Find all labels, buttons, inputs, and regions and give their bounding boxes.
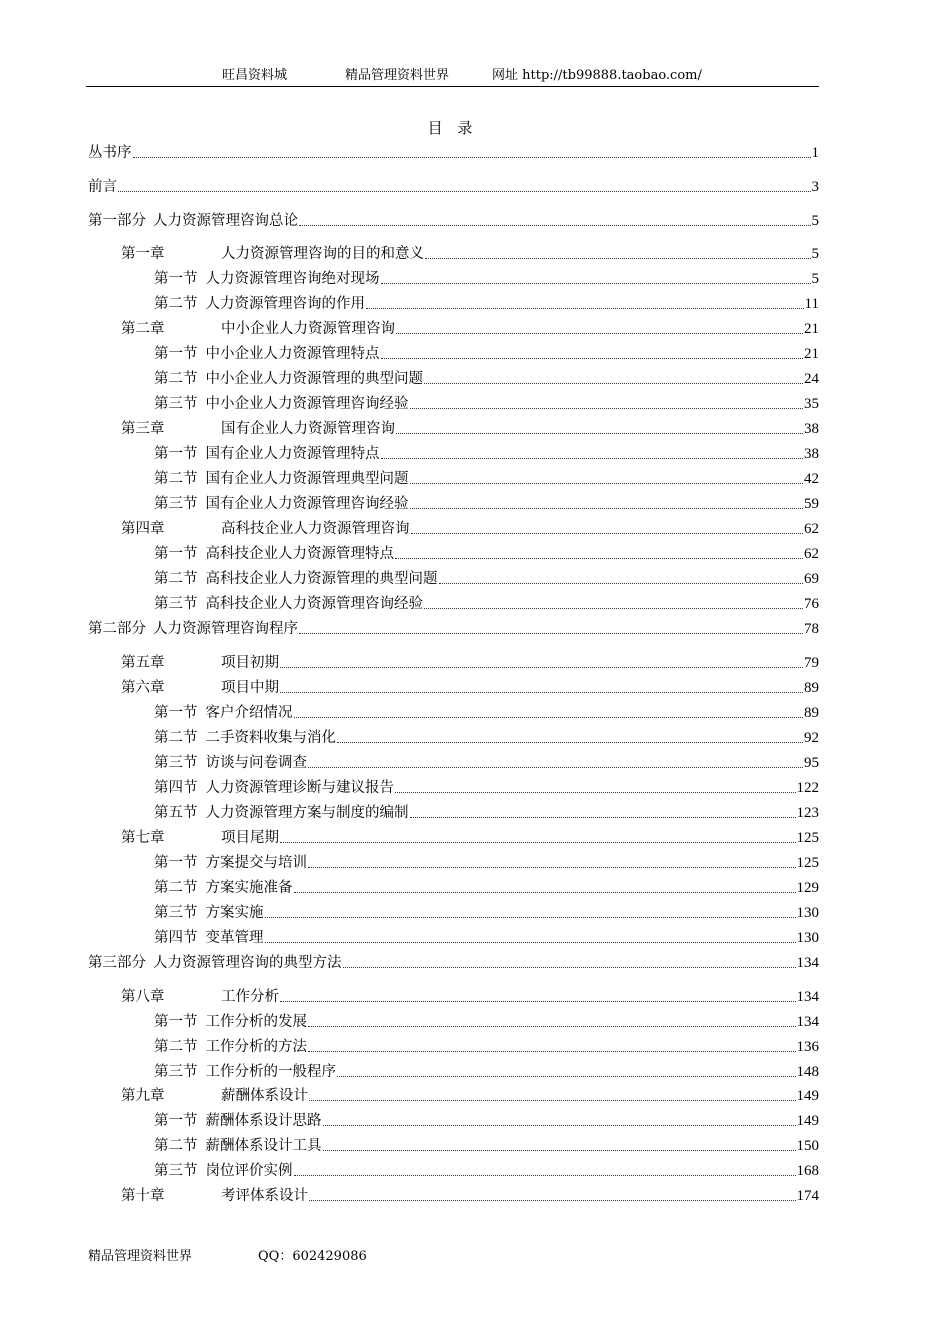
dot-leader	[323, 1125, 796, 1126]
toc-entry-title: 高科技企业人力资源管理特点	[205, 546, 394, 562]
toc-entry[interactable]	[154, 591, 819, 613]
toc-entry-label: 第三章	[121, 421, 165, 437]
toc-entry-title: 人力资源管理咨询的典型方法	[153, 955, 342, 971]
toc-entry-title: 人力资源管理咨询绝对现场	[205, 271, 380, 287]
dot-leader	[294, 892, 796, 893]
toc-entry-label: 第一章	[121, 246, 165, 262]
dot-leader	[395, 558, 803, 559]
header-brand: 精品管理资料世界	[345, 68, 450, 83]
toc-entry[interactable]	[121, 416, 819, 438]
dot-leader	[343, 967, 796, 968]
dot-leader	[308, 1051, 796, 1052]
toc-entry[interactable]	[154, 566, 819, 588]
toc-entry-title: 方案实施	[205, 905, 264, 921]
toc-entry[interactable]	[88, 208, 819, 230]
toc-entry-page-number: 5	[811, 271, 819, 287]
toc-entry-label: 第一节	[154, 271, 198, 287]
toc-entry[interactable]	[154, 441, 819, 463]
header-url[interactable]: 网址 http://tb99888.taobao.com/	[492, 68, 702, 83]
toc-entry-label: 第一节	[154, 1113, 198, 1129]
toc-entry-title: 高科技企业人力资源管理咨询	[221, 521, 410, 537]
toc-entry-page-number: 92	[804, 730, 819, 746]
toc-entry-page-number: 76	[804, 596, 819, 612]
dot-leader	[299, 225, 811, 226]
toc-entry-label: 第八章	[121, 989, 165, 1005]
toc-entry-label: 第三节	[154, 1163, 198, 1179]
toc-entry-title: 考评体系设计	[221, 1188, 308, 1204]
toc-entry[interactable]	[154, 1133, 819, 1155]
dot-leader	[280, 842, 796, 843]
page-header	[88, 66, 818, 86]
toc-entry-page-number: 89	[804, 680, 819, 696]
toc-entry-label: 第四节	[154, 930, 198, 946]
toc-entry-page-number: 130	[796, 930, 819, 946]
dot-leader	[395, 792, 796, 793]
toc-entry[interactable]	[88, 616, 819, 638]
toc-entry-page-number: 149	[796, 1088, 819, 1104]
toc-entry-page-number: 1	[811, 145, 819, 161]
dot-leader	[439, 583, 804, 584]
toc-entry-page-number: 174	[796, 1188, 819, 1204]
toc-entry[interactable]	[121, 825, 819, 847]
dot-leader	[309, 1200, 796, 1201]
toc-entry[interactable]	[154, 700, 819, 722]
toc-entry-page-number: 38	[804, 421, 819, 437]
toc-entry-title: 客户介绍情况	[205, 705, 293, 721]
toc-entry-page-number: 5	[811, 213, 819, 229]
toc-entry-page-number: 95	[804, 755, 819, 771]
toc-entry-title: 变革管理	[205, 930, 264, 946]
dot-leader	[133, 157, 811, 158]
dot-leader	[410, 408, 804, 409]
toc-entry[interactable]	[154, 925, 819, 947]
toc-entry[interactable]	[121, 1183, 819, 1205]
dot-leader	[280, 667, 803, 668]
toc-entry-label: 第五章	[121, 655, 165, 671]
dot-leader	[280, 692, 803, 693]
toc-entry-title: 高科技企业人力资源管理咨询经验	[205, 596, 423, 612]
dot-leader	[308, 767, 803, 768]
toc-entry[interactable]	[154, 366, 819, 388]
dot-leader	[337, 1076, 796, 1077]
toc-entry-label: 第一节	[154, 446, 198, 462]
toc-entry-label: 第三节	[154, 596, 198, 612]
toc-entry-title: 薪酬体系设计思路	[205, 1113, 322, 1129]
toc-entry-label: 第一节	[154, 855, 198, 871]
toc-entry[interactable]	[154, 1059, 819, 1081]
toc-entry[interactable]	[154, 491, 819, 513]
toc-entry-title: 岗位评价实例	[205, 1163, 293, 1179]
toc-entry-title: 国有企业人力资源管理咨询经验	[205, 496, 409, 512]
toc-entry-label: 第六章	[121, 680, 165, 696]
toc-entry-title: 人力资源管理咨询的作用	[205, 296, 365, 312]
toc-entry-label: 第一节	[154, 346, 198, 362]
toc-entry[interactable]	[88, 174, 819, 196]
dot-leader	[424, 383, 803, 384]
toc-entry-page-number: 149	[796, 1113, 819, 1129]
toc-entry[interactable]	[154, 266, 819, 288]
toc-entry-page-number: 168	[796, 1163, 819, 1179]
toc-entry-label: 第七章	[121, 830, 165, 846]
toc-entry-label: 第一节	[154, 1014, 198, 1030]
toc-entry-page-number: 35	[804, 396, 819, 412]
toc-entry-label: 第二节	[154, 571, 198, 587]
dot-leader	[308, 867, 796, 868]
toc-entry[interactable]	[154, 800, 819, 822]
toc-entry-title: 方案实施准备	[205, 880, 293, 896]
dot-leader	[265, 942, 796, 943]
toc-entry-page-number: 130	[796, 905, 819, 921]
toc-entry-page-number: 3	[811, 179, 819, 195]
toc-entry-title: 前言	[88, 179, 117, 195]
toc-entry-page-number: 125	[796, 830, 819, 846]
toc-entry-page-number: 136	[796, 1039, 819, 1055]
toc-entry[interactable]	[121, 1083, 819, 1105]
toc-entry-label: 第三节	[154, 755, 198, 771]
toc-entry-title: 中小企业人力资源管理特点	[205, 346, 380, 362]
toc-entry-label: 第十章	[121, 1188, 165, 1204]
toc-entry[interactable]	[154, 875, 819, 897]
toc-entry-page-number: 129	[796, 880, 819, 896]
dot-leader	[323, 1150, 796, 1151]
toc-entry[interactable]	[154, 1108, 819, 1130]
toc-entry-page-number: 11	[804, 296, 819, 312]
toc-entry-page-number: 59	[804, 496, 819, 512]
dot-leader	[410, 483, 804, 484]
dot-leader	[410, 508, 804, 509]
toc-entry[interactable]	[88, 950, 819, 972]
toc-entry-title: 国有企业人力资源管理咨询	[221, 421, 395, 437]
toc-entry-title: 人力资源管理诊断与建议报告	[205, 780, 394, 796]
toc-entry-title: 工作分析	[221, 989, 279, 1005]
toc-entry[interactable]	[121, 675, 819, 697]
toc-entry-page-number: 21	[804, 346, 819, 362]
toc-entry-title: 中小企业人力资源管理咨询	[221, 321, 395, 337]
toc-entry-label: 第二部分	[88, 621, 146, 637]
toc-entry-page-number: 38	[804, 446, 819, 462]
dot-leader	[294, 717, 804, 718]
toc-entry[interactable]	[154, 341, 819, 363]
dot-leader	[381, 458, 804, 459]
dot-leader	[381, 283, 811, 284]
toc-entry[interactable]	[154, 725, 819, 747]
toc-entry-page-number: 123	[796, 805, 819, 821]
toc-entry-page-number: 134	[796, 989, 819, 1005]
toc-entry-label: 第三节	[154, 496, 198, 512]
dot-leader	[425, 258, 811, 259]
toc-entry[interactable]	[154, 1158, 819, 1180]
dot-leader	[366, 308, 804, 309]
toc-entry-page-number: 42	[804, 471, 819, 487]
toc-entry-title: 国有企业人力资源管理典型问题	[205, 471, 409, 487]
toc-entry-page-number: 134	[796, 1014, 819, 1030]
toc-entry-page-number: 62	[804, 546, 819, 562]
toc-entry-title: 项目尾期	[221, 830, 279, 846]
dot-leader	[410, 817, 796, 818]
toc-entry-title: 薪酬体系设计工具	[205, 1138, 322, 1154]
toc-entry[interactable]	[154, 466, 819, 488]
dot-leader	[424, 608, 803, 609]
toc-entry-title: 薪酬体系设计	[221, 1088, 308, 1104]
toc-entry-title: 人力资源管理咨询的目的和意义	[221, 246, 424, 262]
toc-entry-label: 第五节	[154, 805, 198, 821]
toc-entry-title: 人力资源管理咨询总论	[153, 213, 298, 229]
toc-entry-page-number: 122	[796, 780, 819, 796]
toc-entry-title: 项目初期	[221, 655, 279, 671]
toc-entry-title: 丛书序	[88, 145, 132, 161]
dot-leader	[411, 533, 804, 534]
dot-leader	[308, 1026, 796, 1027]
toc-entry-page-number: 89	[804, 705, 819, 721]
toc-entry-title: 国有企业人力资源管理特点	[205, 446, 380, 462]
dot-leader	[118, 191, 811, 192]
toc-entry-label: 第二节	[154, 296, 198, 312]
toc-entry-title: 人力资源管理方案与制度的编制	[205, 805, 409, 821]
dot-leader	[265, 917, 796, 918]
toc-entry-title: 方案提交与培训	[205, 855, 307, 871]
toc-entry-title: 中小企业人力资源管理咨询经验	[205, 396, 409, 412]
toc-entry-title: 中小企业人力资源管理的典型问题	[205, 371, 423, 387]
toc-entry-page-number: 5	[811, 246, 819, 262]
toc-entry-label: 第二节	[154, 371, 198, 387]
toc-entry-label: 第二章	[121, 321, 165, 337]
toc-entry-page-number: 24	[804, 371, 819, 387]
toc-entry-label: 第二节	[154, 471, 198, 487]
dot-leader	[396, 433, 803, 434]
header-divider	[86, 86, 819, 87]
dot-leader	[381, 358, 804, 359]
toc-entry[interactable]	[154, 391, 819, 413]
toc-entry-page-number: 21	[804, 321, 819, 337]
toc-entry-page-number: 78	[804, 621, 819, 637]
footer-qq: QQ：602429086	[258, 1249, 367, 1264]
toc-entry-label: 第四节	[154, 780, 198, 796]
toc-entry[interactable]	[154, 900, 819, 922]
dot-leader	[337, 742, 803, 743]
toc-entry-label: 第二节	[154, 730, 198, 746]
toc-entry-page-number: 62	[804, 521, 819, 537]
toc-entry[interactable]	[88, 140, 819, 162]
toc-entry[interactable]	[154, 1034, 819, 1056]
toc-entry-label: 第九章	[121, 1088, 165, 1104]
toc-entry-label: 第一部分	[88, 213, 146, 229]
toc-entry[interactable]	[154, 291, 819, 313]
toc-entry[interactable]	[154, 1009, 819, 1031]
toc-entry[interactable]	[121, 241, 819, 263]
toc-entry-page-number: 150	[796, 1138, 819, 1154]
toc-entry-label: 第二节	[154, 1138, 198, 1154]
toc-entry-label: 第二节	[154, 880, 198, 896]
toc-entry-label: 第一节	[154, 546, 198, 562]
toc-entry-title: 二手资料收集与消化	[205, 730, 336, 746]
toc-entry-title: 工作分析的方法	[205, 1039, 307, 1055]
toc-entry-title: 工作分析的一般程序	[205, 1064, 336, 1080]
toc-entry-title: 人力资源管理咨询程序	[153, 621, 298, 637]
toc-entry-label: 第三节	[154, 396, 198, 412]
toc-entry-label: 第三节	[154, 1064, 198, 1080]
toc-entry[interactable]	[121, 316, 819, 338]
footer-brand: 精品管理资料世界	[88, 1249, 193, 1264]
toc-entry[interactable]	[121, 516, 819, 538]
toc-entry-page-number: 69	[804, 571, 819, 587]
toc-entry-label: 第一节	[154, 705, 198, 721]
toc-entry-page-number: 148	[796, 1064, 819, 1080]
toc-entry-page-number: 125	[796, 855, 819, 871]
toc-title: 目 录	[427, 119, 478, 137]
toc-entry[interactable]	[154, 750, 819, 772]
dot-leader	[396, 333, 803, 334]
toc-entry-title: 工作分析的发展	[205, 1014, 307, 1030]
toc-entry[interactable]	[154, 541, 819, 563]
toc-entry-title: 访谈与问卷调查	[205, 755, 307, 771]
dot-leader	[280, 1001, 796, 1002]
toc-entry[interactable]	[121, 984, 819, 1006]
toc-entry-title: 项目中期	[221, 680, 279, 696]
toc-entry-page-number: 79	[804, 655, 819, 671]
toc-entry-page-number: 134	[796, 955, 819, 971]
page-footer	[88, 1247, 367, 1267]
dot-leader	[299, 633, 803, 634]
toc-entry[interactable]	[154, 775, 819, 797]
toc-entry-title: 高科技企业人力资源管理的典型问题	[205, 571, 438, 587]
toc-entry[interactable]	[121, 650, 819, 672]
toc-entry-label: 第三节	[154, 905, 198, 921]
header-shop-name: 旺昌资料城	[222, 68, 288, 83]
toc-entry-label: 第三部分	[88, 955, 146, 971]
toc-entry-label: 第四章	[121, 521, 165, 537]
toc-entry-label: 第二节	[154, 1039, 198, 1055]
dot-leader	[294, 1175, 796, 1176]
dot-leader	[309, 1100, 796, 1101]
toc-entry[interactable]	[154, 850, 819, 872]
